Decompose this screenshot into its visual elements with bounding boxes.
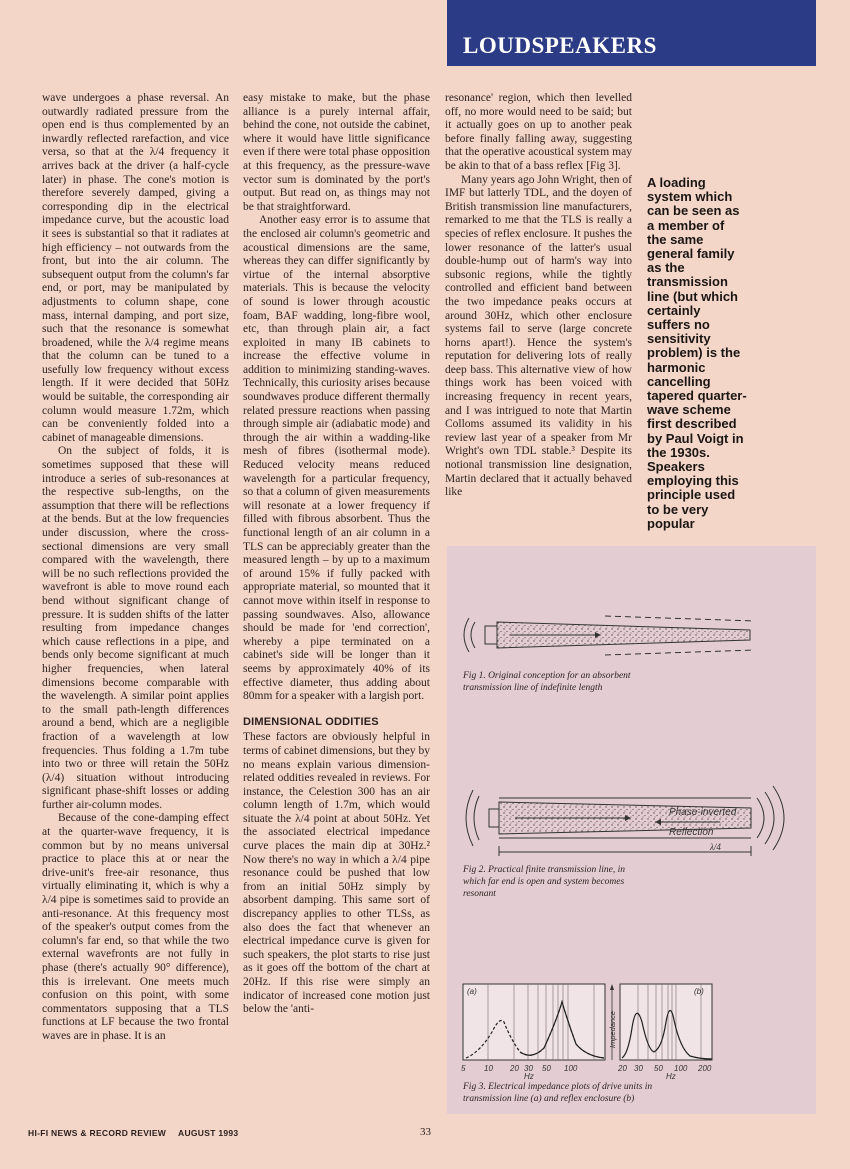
paragraph: Another easy error is to assume that the enclosed air column's geometric and acoustical dimensions are the same, whereas they can differ significantly by virtue of the internal absorptive materials. This is because the velocity of sound is lower through acoustic foam, BAF wadding, long-fibre wool, etc, than through plain air, a fact exploited in many IB cabinets to increase the effective volume in addition to minimizing standing-waves. Technically, this curiosity arises because soundwaves produce different thermally related pressure reactions when passing through simple air (adiabatic mode) and through the air within a wadding-like mesh of fibres (isothermal mode). Reduced velocity means reduced wavelength for a particular frequency, so that a column of given measurements will resonate at a lower frequency if filled with fibrous absorbent. Thus the functional length of an air column in a TLS can be appreciably greater than the measured length – by up to a maximum of around 15% if fully packed with appropriate material, so mounted that it cannot move within itself in response to passing soundwaves. Also, allowance should be made for 'end correction', whereby a pipe terminated on a cabinet's side will be longer than it seems by approximately 40% of its effective diameter, thus adding about 80mm for a speaker with a largish port. <box>243 214 430 703</box>
fig3-y-label: Impedance <box>608 1010 617 1048</box>
column-2 <box>243 92 430 1017</box>
fig2-label-top: Phase-inverted <box>669 807 737 818</box>
paragraph: These factors are obviously helpful in terms of cabinet dimensions, but they by no means explain various dimension-related oddities revealed in reviews. For instance, the Celestion 300 has an air column length of 1.7m, which would situate the λ/4 point at about 50Hz. Yet the associated electrical impedance curve places the main dip at 30Hz.² Now there's no way in which a λ/4 pipe resonance could be pushed that low from an initial 50Hz simply by absorbent damping. This same sort of discrepancy applies to other TLSs, as also does the fact that whenever an electrical impedance curve is given for such speakers, the plot starts to rise just as it goes off the bottom of the chart at 20Hz. If this rise were simply an indicator of increased cone motion just below the 'anti- <box>243 731 430 1016</box>
page-number: 33 <box>420 1126 431 1138</box>
paragraph: resonance' region, which then levelled off, no more would need to be said; but it actually goes on up to another peak before finally falling away, suggesting that the operative acoustical system may be akin to that of a bass reflex [Fig 3]. <box>445 92 632 172</box>
paragraph: Many years ago John Wright, then of IMF but latterly TDL, and the doyen of British transmission line manufacturers, remarked to me that the TLS is really a species of reflex enclosure. It pushes the lower resonance of the latter's usual double-hump out of harm's way into subsonic regions, while the tightly controlled and efficient band between the two impedance peaks occurs at around 30Hz, which other enclosure systems fail to serve (large concrete horns apart!). Hence the system's reputation for delivering lots of really deep bass. This alternative view of how things work has been voiced with increasing frequency in recent years, and I was intrigued to note that Martin Colloms assumed its validity in his review last year of a speaker from Mr Wright's own TDL stable.³ Despite its notional transmission line designation, Martin declared that it actually behaved like <box>445 173 632 499</box>
paragraph: On the subject of folds, it is sometimes supposed that these will introduce a series of sub-resonances at the respective sub-lengths, on the assumption that there will be reflections at the bends. But at the low frequencies under discussion, where the cross-sectional dimensions are very small compared with the wavelength, there will be no such reflections provided the wavefront is able to move round each bend without significant change of pressure. It is sudden shifts of the latter resulting from impedance changes which cause reflections in a pipe, and bends only become significant at much higher frequencies, when lateral dimensions become comparable with the wavelength. A similar point applies to the small path-length differences around a bend, which are a negligible fraction of a wavelength at low frequencies. Thus folding a 1.7m tube into two or three will retain the 50Hz (λ/4) situation without introducing significant phase-shift losses or adding further air-column modes. <box>42 445 229 811</box>
paragraph: easy mistake to make, but the phase alliance is a purely internal affair, behind the cone, not outside the cabinet, where it would have little significance even if there were total phase opposition at this frequency, as the pressure-wave vector sum is dominated by the port's output. But read on, as things may not be that straightforward. <box>243 92 430 213</box>
fig3-x-label-a: Hz <box>524 1072 534 1080</box>
fig3-tick-a: 10 <box>484 1064 493 1073</box>
fig3-panel-b-label: (b) <box>694 987 704 996</box>
fig3-caption: Fig 3. Electrical impedance plots of drive units in transmission line (a) and reflex enclosure (b) <box>463 1082 653 1104</box>
paragraph: Because of the cone-damping effect at the quarter-wave frequency, it is common but by no means universal practice to place this at or near the drive-unit's free-air resonance, thus virtually eliminating it, which is why a λ/4 pipe is sometimes said to provide an anti-resonance. At this frequency most of the speaker's output comes from the column's far end, so that while the two external wavefronts are not fully in phase (there's actually 90° difference), this is irrelevant. One meets much confusion on this point, with some commentators supposing that a TLS functions at LF because the two frontal waves are in phase. It is an <box>42 812 229 1042</box>
pull-quote: A loading system which can be seen as a member of the same general family as the transmission line (but which certainly suffers no sensitivity problem) is the harmonic cancelling tapered quarter-wave scheme first described by Paul Voigt in the 1930s. Speakers employing this principle used to be very popular <box>647 175 747 531</box>
paragraph: wave undergoes a phase reversal. An outwardly radiated pressure from the open end is thus complemented by an inwardly reflected rarefaction, and vice versa, so that at the λ/4 frequency it arrives back at the driver (a half-cycle later) in phase. The cone's motion is therefore severely damped, giving a corresponding dip in the electrical impedance curve, but the acoustic load it sees is substantial so that it radiates at high efficiency – not outwards from the front, but into the air column. The subsequent output from the column's far end, or port, may be manipulated by adjustments to column shape, cone mass, internal damping, and port size, such that the resonance is somewhat broadened, while the λ/4 regime means that the column can be tuned to a usefully low frequency without excess length. If it were decided that 50Hz would be suitable, the corresponding air column would measure 1.72m, which can be conveniently folded into a cabinet of manageable dimensions. <box>42 92 229 444</box>
column-3 <box>445 92 632 500</box>
fig3-panel-b <box>620 984 712 1060</box>
footer-date: AUGUST 1993 <box>178 1128 239 1138</box>
fig3-tick-b: 100 <box>674 1064 688 1073</box>
fig3-tick-a: 5 <box>461 1064 466 1073</box>
fig1-diagram <box>455 604 760 666</box>
fig3-tick-a: 100 <box>564 1064 578 1073</box>
fig3-tick-a: 20 <box>510 1064 519 1073</box>
fig3-tick-b: 30 <box>634 1064 643 1073</box>
subheading: DIMENSIONAL ODDITIES <box>243 715 379 728</box>
footer-publication: HI-FI NEWS & RECORD REVIEW <box>28 1128 167 1138</box>
fig1-caption: Fig 1. Original conception for an absorbent transmission line of indefinite length <box>463 671 631 693</box>
fig3-panel-a <box>463 984 605 1060</box>
section-title: LOUDSPEAKERS <box>463 33 657 58</box>
fig3-panel-a-label: (a) <box>467 987 477 996</box>
fig3-chart <box>458 982 718 1080</box>
fig3-x-label-b: Hz <box>666 1072 676 1080</box>
fig3-tick-b: 50 <box>654 1064 663 1073</box>
fig3-tick-a: 30 <box>524 1064 533 1073</box>
fig3-tick-a: 50 <box>542 1064 551 1073</box>
fig3-tick-b: 20 <box>618 1064 627 1073</box>
fig2-label-bottom: Reflection <box>669 827 714 838</box>
fig2-caption: Fig 2. Practical finite transmission line, in which far end is open and system becomes resonant <box>463 865 626 899</box>
fig3-tick-b: 200 <box>698 1064 712 1073</box>
fig2-dim-label: λ/4 <box>710 842 721 852</box>
fig2-diagram <box>455 776 800 858</box>
column-1 <box>42 92 229 1044</box>
